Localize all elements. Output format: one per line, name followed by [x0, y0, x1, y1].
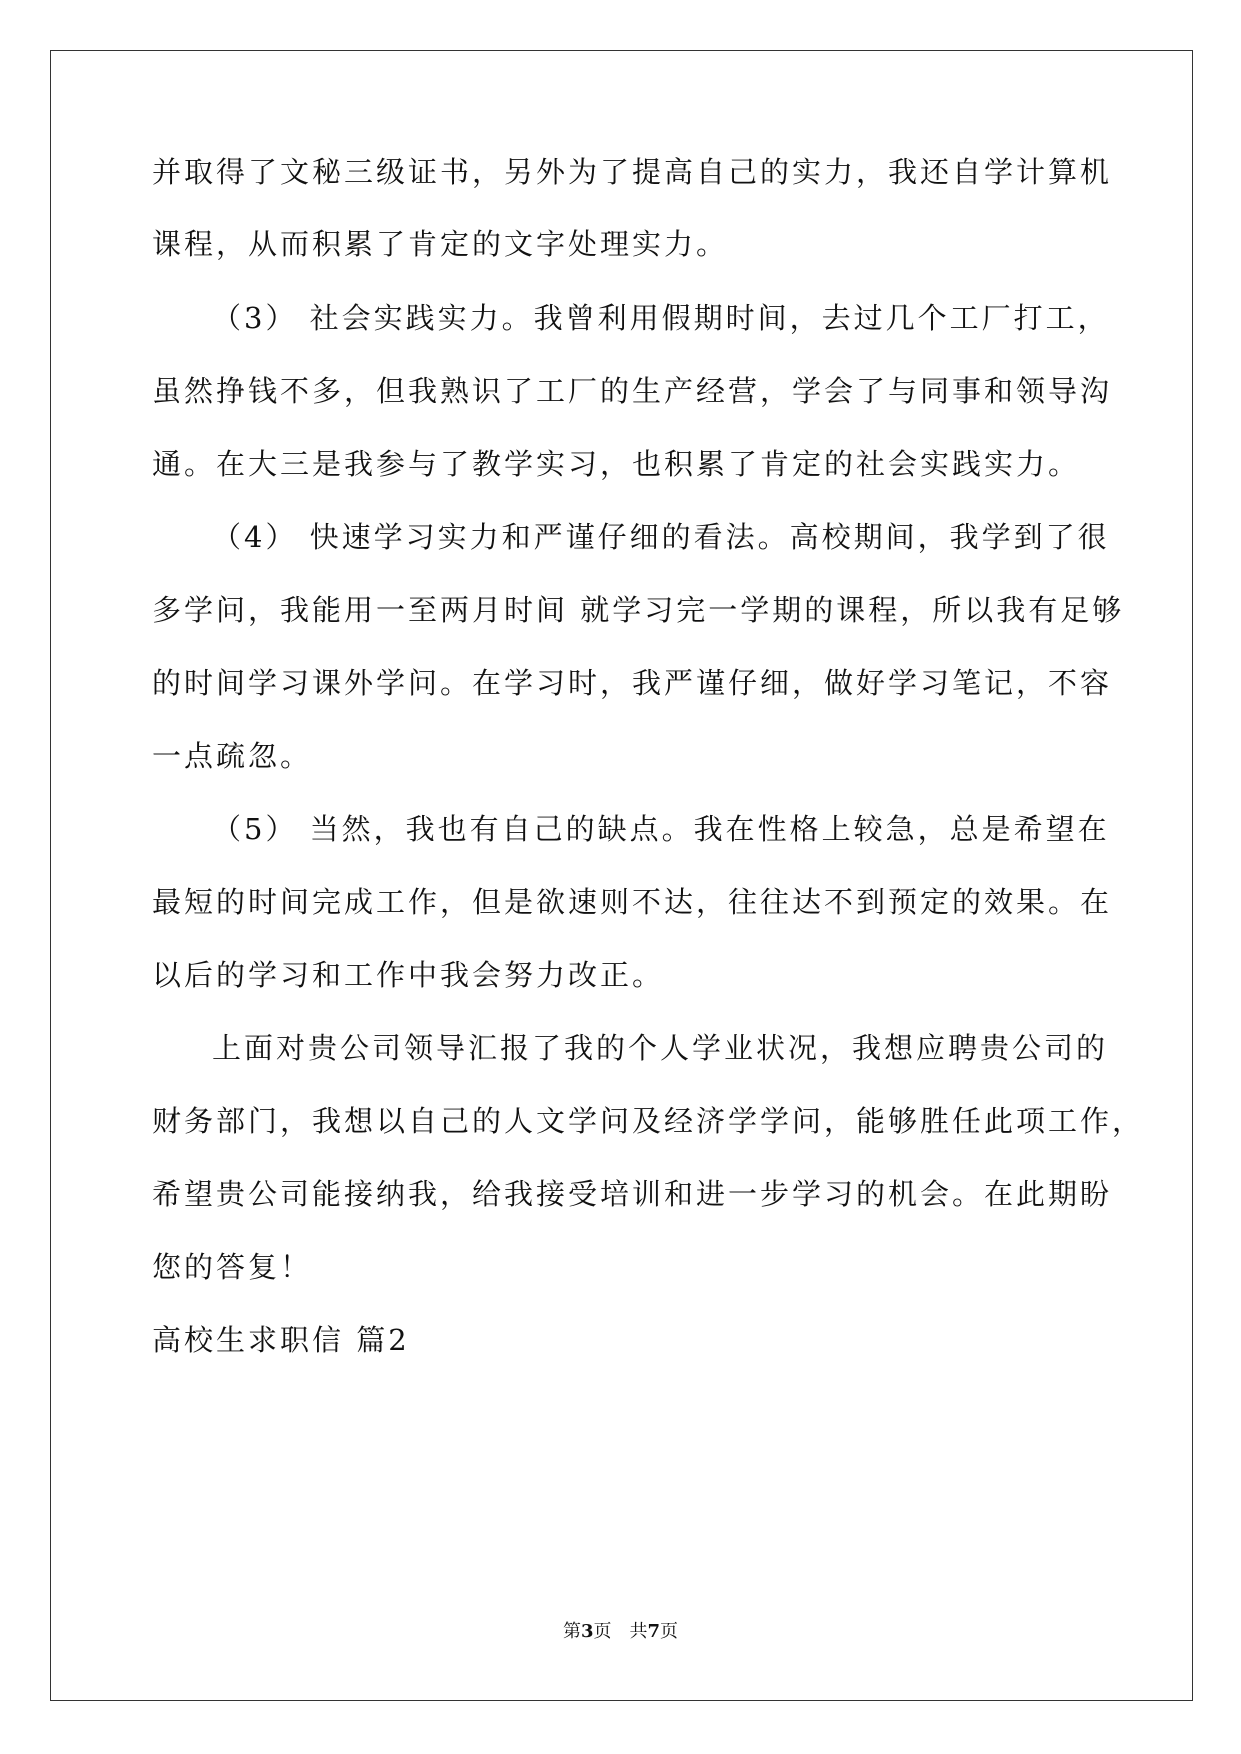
footer-page-number: 3: [580, 1621, 594, 1642]
text-line: 希望贵公司能接纳我，给我接受培训和进一步学习的机会。在此期盼: [152, 1177, 1113, 1211]
text-line: 您的答复！: [152, 1250, 313, 1284]
footer-suffix: 页: [660, 1621, 679, 1642]
text-line: 一点疏忽。: [152, 739, 313, 773]
text-line: 课程，从而积累了肯定的文字处理实力。: [152, 227, 729, 261]
page-footer: [0, 1620, 1241, 1644]
section-heading: 高校生求职信 篇2: [152, 1323, 410, 1357]
text-line: 虽然挣钱不多，但我熟识了工厂的生产经营，学会了与同事和领导沟: [152, 374, 1113, 408]
text-line: 多学问，我能用一至两月时间 就学习完一学期的课程，所以我有足够: [152, 593, 1125, 627]
text-line: 以后的学习和工作中我会努力改正。: [152, 958, 665, 992]
text-line: 上面对贵公司领导汇报了我的个人学业状况，我想应聘贵公司的: [212, 1031, 1109, 1065]
text-line: 最短的时间完成工作，但是欲速则不达，往往达不到预定的效果。在: [152, 885, 1113, 919]
text-line: 财务部门，我想以自己的人文学问及经济学学问，能够胜任此项工作，: [152, 1104, 1145, 1138]
footer-total-pages: 7: [647, 1621, 661, 1642]
text-line: 通。在大三是我参与了教学实习，也积累了肯定的社会实践实力。: [152, 447, 1081, 481]
footer-prefix: 第: [562, 1621, 581, 1642]
text-line: （5） 当然，我也有自己的缺点。我在性格上较急，总是希望在: [212, 812, 1110, 846]
text-line: 并取得了文秘三级证书，另外为了提高自己的实力，我还自学计算机: [152, 155, 1113, 189]
text-line: （4） 快速学习实力和严谨仔细的看法。高校期间，我学到了很: [212, 520, 1110, 554]
footer-mid: 页 共: [593, 1621, 648, 1642]
text-line: （3） 社会实践实力。我曾利用假期时间，去过几个工厂打工，: [212, 301, 1110, 335]
text-line: 的时间学习课外学问。在学习时，我严谨仔细，做好学习笔记，不容: [152, 666, 1113, 700]
